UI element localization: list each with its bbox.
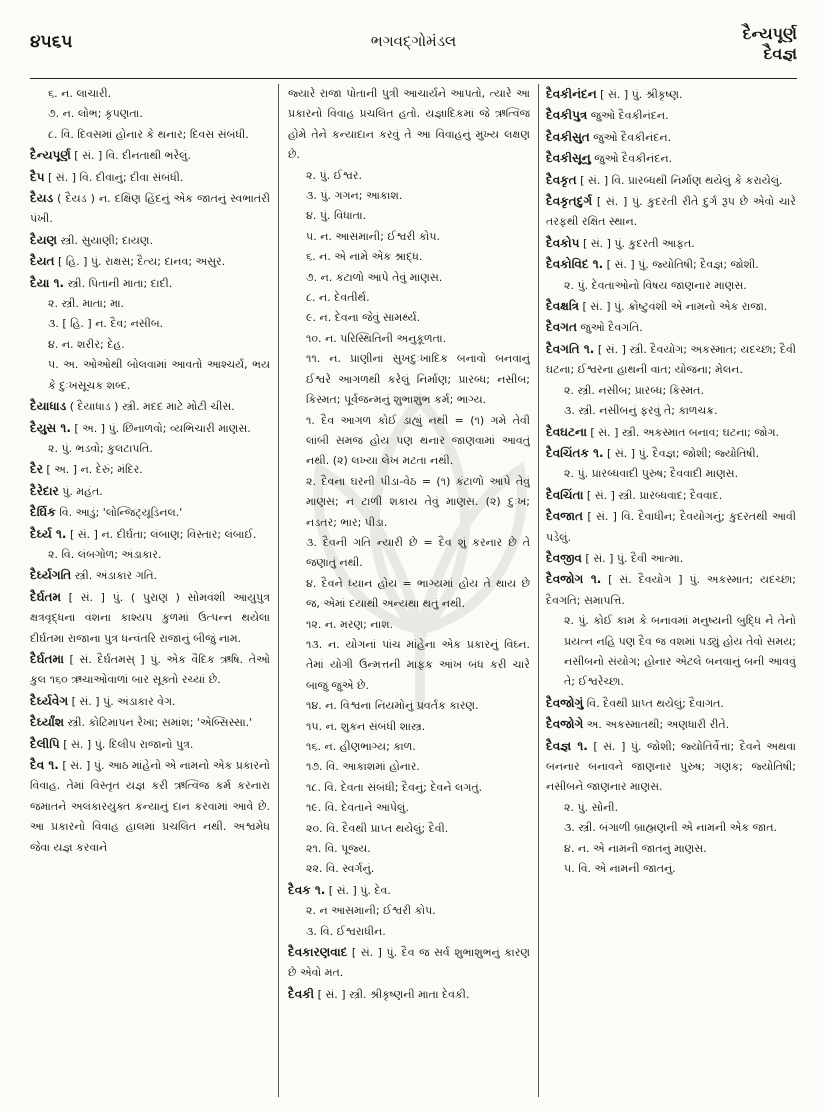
definition-text: [ સં. દૈર્ઘતમસ્ ] પું. એક વૈદિક ઋષિ. તેઓ કુલ ૧૬૦ ઋચાઓવાળાં બાર સૂક્તો રચ્યાં છે. [30,652,270,687]
column-divider [278,84,279,1097]
definition-text: [ સં. ] પું. ક્રોષ્ટુવંશી એ નામનો એક રાજા. [579,300,768,314]
sense-line [288,349,530,410]
dictionary-entry [546,569,796,611]
sense-line [288,308,530,328]
definition-text: ૩. [ હિ. ] ન. દૈવ; નસીબ. [48,317,164,331]
dictionary-entry [30,524,270,545]
definition-text: ૧૫. ન. શુકન સંબંધી શાસ્ત્ર. [306,719,426,733]
dictionary-entry [30,481,270,502]
definition-text: [ સં. ] પું. દિલીપ રાજાનો પુત્ર. [59,737,194,751]
sense-line [288,227,530,247]
dictionary-entry [546,443,796,464]
sense-line [288,737,530,757]
dictionary-entry [30,167,270,188]
sense-line [288,819,530,839]
definition-text: ૫. અ. ઓઓથી બોલવામાં આવતો આશ્ચર્ય, ભય કે દુઃખસૂચક શબ્દ. [48,358,270,392]
sense-line [30,335,270,355]
headword: દૈવકોવિદ ૧. [546,257,604,272]
definition-text: [ સં. ] પું. આઠ માંહેનો એ નામનો એક પ્રકારનો વિવાહ. તેમાં વિસ્તૃત યજ્ઞ કરી ઋત્વિજ કર્મ કરનારા જમાતને અલંકારયુક્ત કન્યાનું દાન કરવામાં આવે છે. આ પ્રકારનો વિવાહ હાલમાં પ્રચલિત નથી. અશ્વમેધ જેવા યજ્ઞ કરવાને [30,759,270,854]
definition-text: [ સં. ] સ્ત્રી. શ્રીકૃષ્ણની માતા દેવકી. [314,987,470,1001]
headword: દૈર્ઘતમા [30,651,64,666]
definition-text: ૩. સ્ત્રી. નસીબનું ફરવું તે; કાળચક્ર. [564,404,718,418]
sense-line [288,411,530,472]
dictionary-entry [546,339,796,381]
sense-line [30,294,270,314]
dictionary-entry [546,84,796,105]
headword: દૈવજ્ઞ ૧. [546,738,588,753]
page-header [30,22,797,78]
dictionary-entry [546,233,796,254]
definition-text: જુઓ દૈવકીનંદન. [589,130,672,144]
definition-text: [ સં. ] સ્ત્રી. અકસ્માત બનાવ; ઘટના; જોગ. [586,425,780,439]
definition-text: જુઓ દૈવગતિ. [576,321,643,335]
sense-line [288,166,530,186]
definition-text: [ સં. દૈવયોગ ] પું. અકસ્માત; યદચ્છા; દૈવગતિ; સમાપત્તિ. [546,573,796,607]
headword: દૈલીપિ [30,736,60,751]
sense-line [546,798,796,818]
column-left [30,84,270,1101]
definition-text: અ. અકસ્માતથી; અણધારી રીતે. [583,718,730,732]
definition-text: ૨. સ્ત્રી. નસીબ; પ્રારબ્ધ; કિસ્મત. [564,383,704,397]
definition-text: [ હિ. ] પું. રાક્ષસ; દૈત્ય; દાનવ; અસુર. [54,255,226,269]
definition-text: ૨. પું. પ્રારબ્ધવાદી પુરુષ; દૈવવાદી માણસ. [564,467,739,481]
definition-text: ૫. વિ. એ નામની જાતનું. [564,862,676,876]
definition-text: ૮. વિ. દિવસમાં હોનાર કે થનાર; દિવસ સંબંધી. [48,127,249,141]
definition-text: ૪. ન. એ નામની જાતનું માણસ. [564,841,707,855]
sense-line [30,355,270,396]
definition-text: ૭. ન. લોભ; કૃપણતા. [48,107,143,121]
sense-line [546,859,796,879]
definition-text: [ સં. ] પું. દૈવજ્ઞ; જોશી; જ્યોતિષી. [603,446,760,460]
dictionary-entry [546,296,796,317]
headword: દૈવ ૧. [30,758,59,772]
sense-line [30,545,270,565]
definition-text: [ સં. ] વિ. દીવાનું; દીવા સંબંધી. [44,170,184,184]
definition-text: [ સં. ] સ્ત્રી. દૈવયોગ; અકસ્માત; યદચ્છા; દૈવી ઘટના; ઈશ્વરના હાથની વાત; યોજના; મેલન. [546,342,796,377]
definition-text: ( દૈયાધાડ ) સ્ત્રી. મદદ માટે મોટી ચીસ. [66,400,235,414]
sense-line [288,757,530,777]
definition-text: વિ. આડું; 'લોન્જિટ્યૂડિનલ.' [55,506,183,520]
definition-text: ૩. સ્ત્રી. બંગાળી બ્રાહ્મણની એ નામની એક જાત. [564,821,778,835]
dictionary-entry [30,145,270,166]
headword: દૈવચિંતક ૧. [546,445,604,460]
definition-text: વિ. દૈવથી પ્રાપ્ત થયેલું; દૈવાગત. [583,696,724,710]
definition-text: ૪. પું. વિધાતા. [306,209,367,223]
dictionary-entry [30,230,270,251]
definition-text: સ્ત્રી. કોટિમાપન રેખા; સમાંશ; 'એબ્સિસ્સા.' [64,716,253,730]
dictionary-entry [30,418,270,439]
sense-line [288,84,530,166]
headword: દૈવજાત [546,509,583,524]
headword: દૈયુસ ૧. [30,420,71,435]
definition-text: ૧૪. ન. વિશ્વના નિયમોનું પ્રવર્તક કારણ. [306,699,479,713]
definition-text: ૨. દૈવના ઘરની પીડા-વેઠ = (૧) કંટાળો આપે તેવું માણસ; ન ટાળી શકાય તેવું માણસ. (૨) દુઃખ; નડતર; ભાર; પીડા. [306,474,530,529]
definition-text: [ સં. ] સ્ત્રી. પ્રારબ્ધવાદ; દૈવવાદ. [583,488,723,502]
sense-line [546,381,796,401]
definition-text: [ સં. ] વિ. પ્રારબ્ધથી નિર્માણ થયેલું કે કરાયેલું. [576,173,783,187]
dictionary-entry [30,734,270,755]
definition-text: જુઓ દૈવકીનંદન. [587,109,669,123]
sense-line [30,104,270,124]
headword: દૈવગતિ ૧. [546,341,595,356]
definition-text: ૯. ન. દેવના જેવું સામર્થ્ય. [306,311,421,325]
definition-text: ૧૩. ન. યોગનાં પાંચ માંહેના એક પ્રકારનું વિઘ્ન. તેમાં યોગી ઉન્મત્તની માફક આંખ બંધ કરી ચારે બાજુ જુએ છે. [306,637,530,692]
dictionary-entry [30,712,270,733]
sense-line [288,268,530,288]
definition-text: ૬. ન. એ નામે એક શ્રાદ્ધ. [306,250,423,264]
definition-text: ૮. ન. દેવતીર્થ. [306,291,370,305]
sense-line [288,778,530,798]
definition-text: [ સં. ] પું. દૈવી આત્મા. [581,551,684,565]
definition-text: જુઓ દૈવકીનંદન. [590,152,673,166]
sense-line [288,472,530,533]
sense-line [288,574,530,615]
definition-text: ૭. ન. કંટાળો આપે તેવું માણસ. [306,270,443,284]
headword: દૈન્યપૂર્ણ [30,148,71,163]
headword: દૈવકોપ [546,235,580,250]
dictionary-entry [546,422,796,443]
headword: દૈવકીપુત્ર [546,108,588,123]
definition-text: [ અ. ] પું. છિનાળવો; વ્યભિચારી માણસ. [70,421,251,435]
definition-text: ૩. પું. ગગન; આકાશ. [306,189,403,203]
dictionary-entry [30,251,270,272]
definition-text: ૩. દૈવની ગતિ ન્યારી છે = દૈવ શું કરનાર છે તે જણાતું નથી. [306,535,530,570]
sense-line [288,288,530,308]
definition-text: ૩. વિ. ઈશ્વરાધીન. [306,924,386,938]
definition-text: સ્ત્રી. પિતાની માતા; દાદી. [64,276,173,290]
definition-text: [ સં. ] વિ. દૈવાધીન; દૈવયોગનું; કુદરતથી આવી પડેલું. [546,510,796,544]
definition-text: ૨. ન આસમાની; ઈશ્વરી કોપ. [306,904,436,918]
definition-text: [ સં. ] પું. શ્રીકૃષ્ણ. [596,88,683,101]
dictionary-entry [288,880,530,901]
sense-line [30,314,270,334]
guide-word-first: દૈન્યપૂર્ણ [742,24,797,43]
definition-text: [ સં. ] ન. દીર્ઘતા; લંબાણ; વિસ્તાર; લંબાઈ. [66,527,257,541]
dictionary-entry [546,693,796,714]
dictionary-entry [546,254,796,275]
definition-text: ૧૦. ન. પરિસ્થિતિની અનુકૂળતા. [306,331,447,345]
dictionary-entry [30,649,270,691]
headword: દૈવકારણવાદ [288,945,348,960]
dictionary-entry [546,714,796,735]
definition-text: ૧૧. ન. પ્રાણીનાં સુખદુઃખાદિક બનાવો બનવાનું ઈશ્વરે આગળથી કરેલું નિર્માણ; પ્રારબ્ધ; નસીબ; કિસ્મત; પૂર્વજન્મનું શુભાશુભ કર્મ; ભાગ્ય. [306,352,530,407]
headword: દૈર્ઘતમ [30,589,61,604]
sense-line [288,533,530,574]
sense-line [288,859,530,879]
definition-text: ૧૬. ન. હીણભાગ્ય; કાળ. [306,740,416,753]
dictionary-entry [30,459,270,480]
sense-line [288,247,530,267]
dictionary-entry [30,587,270,649]
definition-text: ૨. વિ. લંબગોળ; અંડાકાર. [48,547,162,561]
definition-text: [ સં. ] પું. કુદરતી આફત. [579,236,695,250]
headword: દૈવજીવ [546,550,582,565]
sense-line [288,206,530,226]
sense-line [546,276,796,296]
guide-words [743,24,797,64]
headword: દૈવકૃતદુર્ગ [546,194,593,209]
definition-text: [ સં. ] પું. દૈવ જ સર્વ શુભાશુભનું કારણ છે એવો મત. [288,946,530,980]
headword: દૈવજોગ ૧. [546,572,602,587]
dictionary-entry [546,148,796,169]
sense-line [546,818,796,838]
headword: દૈવકી [288,986,315,1001]
dictionary-entry [30,188,270,230]
definition-text: ૫. ન. આસમાની; ઈશ્વરી કોપ. [306,229,441,243]
definition-text: ૨. પું. દેવતાઓનો વિષય જાણનાર માણસ. [564,278,747,292]
headword: દૈર [30,462,43,477]
dictionary-entry [546,485,796,506]
headword: દૈયત [30,254,55,269]
dictionary-entry [30,273,270,294]
definition-text: ૬. ન. લાચારી. [48,87,112,100]
definition-text: ૨. પું. સોની. [564,800,619,814]
headword: દૈર્ઘ્યાંશ [30,715,65,730]
sense-line [288,615,530,635]
dictionary-entry [546,170,796,191]
headword: દૈરેદાર [30,483,59,498]
header-rule [30,78,797,79]
headword: દૈપ [30,169,45,184]
headword: દૈવગત [546,320,577,335]
headword: દૈયા ૧. [30,275,65,290]
headword: દૈયણ [30,232,58,247]
headword: દૈવક્ષત્રિ [546,299,579,314]
headword: દૈવઘટના [546,424,587,439]
dictionary-entry [546,506,796,548]
headword: દૈર્ઘ્ય ૧. [30,526,67,541]
definition-text: [ સં. ] પું. જ્યોતિષી; દૈવજ્ઞ; જોશી. [603,258,759,272]
headword: દૈર્ઘ્યવેગ [30,693,69,708]
sense-line [546,401,796,421]
definition-text: પું. મહંત. [58,484,103,498]
sense-line [288,922,530,942]
definition-text: ૧૭. વિ. આકાશમાં હોનાર. [306,760,420,774]
column-divider [538,84,539,1097]
definition-text: ૧૯. વિ. દેવતાને આપેલું. [306,801,409,815]
headword: દૈવકૃત [546,172,577,187]
sense-line [30,125,270,145]
headword: દૈર્ઘિક [30,505,56,520]
sense-line [288,717,530,737]
sense-line [288,839,530,859]
definition-text: ૧૮. વિ. દેવતા સંબંધી; દૈવનું; દેવને લગતું. [306,780,483,794]
sense-line [288,696,530,716]
page-number: ૪૫૬૫ [30,32,73,52]
dictionary-entry [30,396,270,417]
definition-text: ૨. પું. ઈશ્વર. [306,168,362,182]
definition-text: [ સં. ] પું. અંડાકાર વેગ. [68,694,176,708]
headword: દૈર્ઘ્યગતિ [30,568,72,583]
sense-line [546,839,796,859]
headword: દૈવકીસુત [546,129,590,144]
sense-line [546,611,796,693]
definition-text: ૨૦. વિ. દૈવથી પ્રાપ્ત થયેલું; દૈવી. [306,821,449,835]
page-title: ભગવદ્‌ગોમંડલ [370,32,457,50]
definition-text: ૧૨. ન. મરણ; નાશ. [306,617,394,631]
definition-text: [ સં. ] પું. ( પુરાણ ) સોમવંશી આયુપુત્ર ક્ષત્રવૃદ્ધના વંશના કાશ્યપ કુળમાં ઉત્પન્ન થયેલા દીર્ઘતમા રાજાના પુત્ર ધન્વંતરિ રાજાનું બીજું નામ. [30,590,270,645]
headword: દૈવજોગું [546,695,584,710]
sense-line [546,464,796,484]
sense-line [288,798,530,818]
definition-text: સ્ત્રી. અંડાકાર ગતિ. [71,569,158,583]
dictionary-entry [546,127,796,148]
headword: દૈવકીનંદન [546,87,597,101]
definition-text: [ સં. ] વિ. દીનતાથી ભરેલું. [70,149,191,163]
definition-text: સ્ત્રી. સુયાણી; દાયણ. [57,233,153,247]
headword: દૈવચિંતા [546,487,584,502]
headword: દૈવકીસૂનુ [546,151,591,166]
sense-line [288,186,530,206]
headword: દૈયડ [30,191,54,206]
column-right [546,84,796,1101]
definition-text: ૪. દૈવને ધ્યાન હોય = ભાગ્યમાં હોય તે થાય છે જ, એમાં દયાથી અન્યથા થતું નથી. [306,576,530,611]
headword: દૈયાધાડ [30,399,67,414]
sense-line [288,901,530,921]
dictionary-entry [546,317,796,338]
sense-line [288,329,530,349]
dictionary-entry [546,105,796,126]
definition-text: જ્યારે રાજા પોતાની પુત્રી આચાર્યને આપતો, ત્યારે આ પ્રકારનો વિવાહ પ્રચલિત હતો. યજ્ઞાદિકમાં જે ઋત્વિજ હોમે તેને કન્યાદાન કરવું તે આ વિવાહનું મુખ્ય લક્ષણ છે. [288,87,530,162]
definition-text: ૨૧. વિ. પૂજ્ય. [306,842,371,856]
definition-text: [ સં. ] પું. કુદરતી રીતે દુર્ગ રૂપ છે એવો ચારે તરફથી રક્ષિત સ્થાન. [546,195,796,229]
definition-text: ૨. પું. ભડવો; કુલટાપતિ. [48,441,153,455]
dictionary-entry [30,755,270,858]
dictionary-entry [546,191,796,233]
definition-text: ૧. દૈવ આગળ કોઈ ડાહ્યું નથી = (૧) ગમે તેવી લાંબી સમજ હોય પણ થનાર જાણવામાં આવતું નથી. (૨) લખ્યા લેખ મટતા નથી. [306,413,530,468]
definition-text: ૪. ન. શરીર; દેહ. [48,337,125,351]
dictionary-entry [546,736,796,798]
sense-line [288,635,530,696]
column-middle [288,84,530,1101]
definition-text: ( દૈયડ ) ન. દક્ષિણ હિંદનું એક જાતનું સ્વભાતંરી પંખી. [30,192,270,226]
dictionary-entry [546,548,796,569]
dictionary-entry [30,565,270,586]
definition-text: ૨૨. વિ. સ્વર્ગનું. [306,862,375,876]
sense-line [30,439,270,459]
dictionary-entry [288,984,530,1005]
dictionary-entry [30,691,270,712]
dictionary-entry [30,502,270,523]
definition-text: [ અ. ] ન. દેરું; મંદિર. [42,463,143,477]
definition-text: ૨. પું. કોઈ કામ કે બનાવમાં મનુષ્યની બુદ્ધિ ને તેનો પ્રયત્ન નહિ પણ દૈવ જ વશમાં પડ્યું હોય તેવો સમય; નસીબનો સંયોગ; હોનાર એટલે બનવાનું બની આવવું તે; ઈશ્વરેચ્છા. [564,614,796,689]
guide-word-last: દૈવજ્ઞ [763,44,797,63]
definition-text: [ સં. ] પું. જોશી; જ્યોતિર્વેત્તા; દૈવને અથવા બનનાર બનાવને જાણનાર પુરુષ; ગણક; જ્યોતિષી; નસીબને જાણનાર માણસ. [546,739,796,794]
definition-text: [ સં. ] પું. દેવ. [325,883,391,897]
dictionary-entry [288,942,530,984]
headword: દૈવજોગે [546,717,584,732]
definition-text: ૨. સ્ત્રી. માતા; મા. [48,297,125,311]
sense-line [30,84,270,104]
headword: દૈવક ૧. [288,882,326,897]
